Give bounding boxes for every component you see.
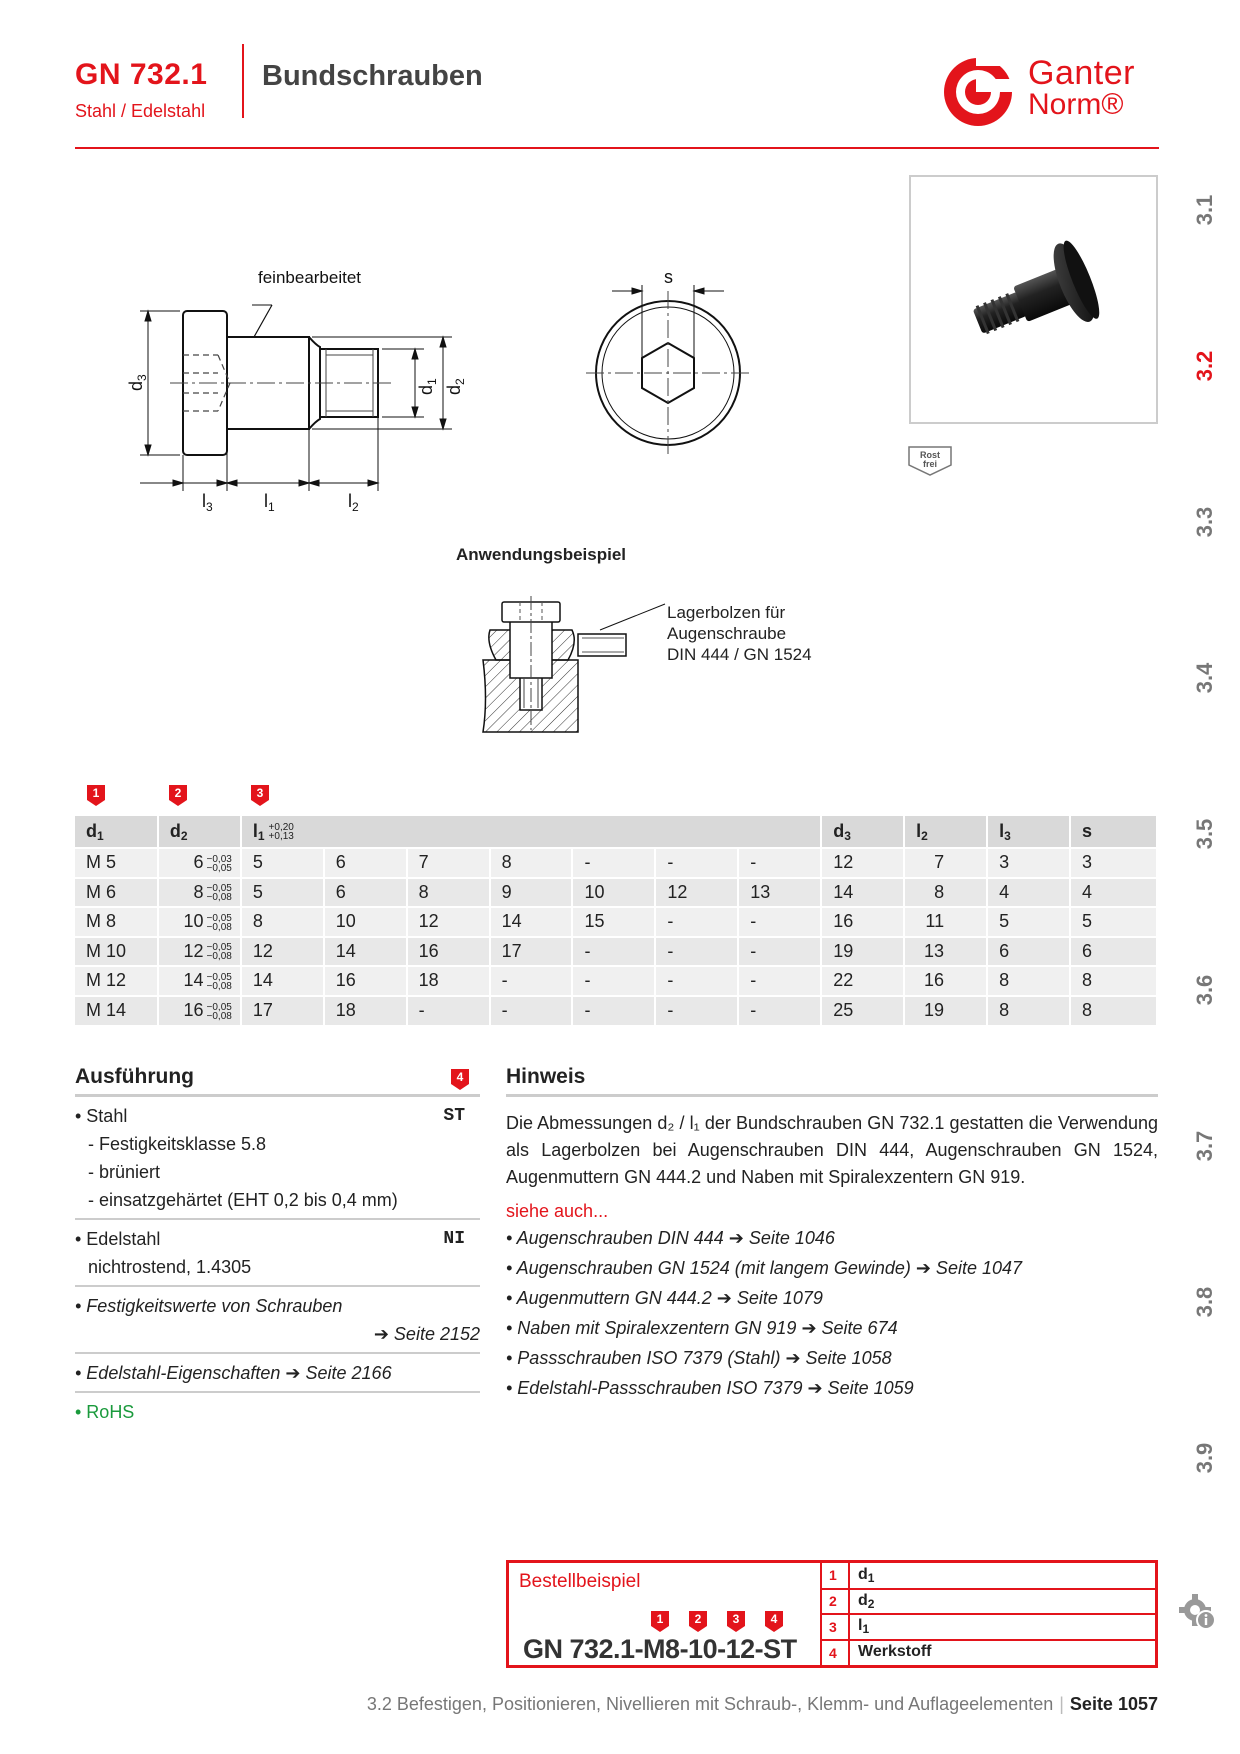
cell-l1: - [738,907,821,937]
col-d3: $d_3$ [821,816,904,848]
cell-l1: - [490,996,573,1026]
cell-d3: 16 [821,907,904,937]
link-festigkeitswerte[interactable]: • Festigkeitswerte von Schrauben ➔ Seite 2152 [75,1287,480,1354]
cell-l1: 12 [407,907,490,937]
cell-d2: 14 −0,05 −0,08 [158,966,241,996]
cell-l1: - [490,966,573,996]
dim-s: s [664,267,673,287]
cell-d1: M 8 [75,907,158,937]
material-steel: • Stahl ST - Festigkeitsklasse 5.8 - brüniert - einsatzgehärtet (EHT 0,2 bis 0,4 mm) [75,1097,480,1220]
cell-l1: 18 [407,966,490,996]
stainless-code: NI [443,1229,465,1249]
cell-d2: 8 −0,05 −0,08 [158,878,241,908]
steel-code: ST [443,1106,465,1126]
legend-row: 2 $d_2$ [821,1589,1158,1615]
table-row [75,848,1157,878]
cell-l1: - [655,907,738,937]
cell-l1: 17 [490,937,573,967]
cell-d2: 12 −0,05 −0,08 [158,937,241,967]
header-divider [242,44,244,118]
cell-d1: M 10 [75,937,158,967]
cell-d1: M 6 [75,878,158,908]
badge-2: 2 [169,785,187,806]
table-row [75,937,1157,967]
order-badge-4: 4 [765,1611,783,1632]
logo-name: Ganter [1028,54,1135,92]
ausfuehrung-section [75,1063,480,1430]
product-code: GN 732.1 [75,58,208,91]
table-header-row [75,816,1157,848]
technical-drawing [126,255,750,515]
legend-row: 4 Werkstoff [821,1640,1158,1666]
see-also-link[interactable]: • Augenschrauben GN 1524 (mit langem Gewinde) ➔ Seite 1047 [506,1258,1023,1278]
cell-l1: - [572,966,655,996]
ganter-logo-icon [938,52,1018,132]
application-example-label: Lagerbolzen für Augenschraube DIN 444 / GN 1524 [667,603,812,664]
col-l1: $l_1+0,20$ +0,13 [241,816,821,848]
cell-l1: - [738,937,821,967]
hinweis-title: Hinweis [506,1063,1158,1097]
cell-d3: 12 [821,848,904,878]
dim-l1: $l_1$ [264,491,275,514]
cell-l1: - [738,966,821,996]
table-row [75,996,1157,1026]
cell-d3: 14 [821,878,904,908]
page-number: Seite 1057 [1069,1694,1158,1714]
cell-l1: - [655,937,738,967]
cell-l1: - [655,996,738,1026]
cell-l1: 5 [241,848,324,878]
section-tab-3-4[interactable]: 3.4 [1192,662,1217,694]
page-footer: 3.2 Befestigen, Positionieren, Nivellieren mit Schraub-, Klemm- und Auflageelementen | Seite 1057 [366,1694,1158,1714]
cell-l1: - [738,996,821,1026]
section-tab-3-6[interactable]: 3.6 [1192,974,1217,1006]
see-also-link[interactable]: • Augenschrauben DIN 444 ➔ Seite 1046 [506,1228,835,1248]
cell-d3: 22 [821,966,904,996]
cell-s: 8 [1070,966,1157,996]
cell-d1: M 14 [75,996,158,1026]
link-edelstahl-eigenschaften[interactable]: • Edelstahl-Eigenschaften ➔ Seite 2166 [75,1354,480,1393]
table-row [75,878,1157,908]
section-tab-3-8[interactable]: 3.8 [1192,1286,1217,1318]
header-rule [75,147,1159,149]
order-badge-3: 3 [727,1611,745,1632]
cell-l1: 12 [241,937,324,967]
cell-l1: 17 [241,996,324,1026]
col-l2: $l_2$ [904,816,987,848]
see-also-link[interactable]: • Passschrauben ISO 7379 (Stahl) ➔ Seite 1058 [506,1348,892,1368]
cell-d1: M 5 [75,848,158,878]
material-stainless: • Edelstahl NI nichtrostend, 1.4305 [75,1220,480,1287]
svg-text:Rost: Rost [920,450,940,460]
see-also-link[interactable]: • Edelstahl-Passschrauben ISO 7379 ➔ Seite 1059 [506,1378,914,1398]
cell-l1: 10 [324,907,407,937]
see-also-list [506,1223,1158,1403]
cell-l1: 12 [655,878,738,908]
cell-l1: - [572,996,655,1026]
cell-l3: 8 [987,966,1070,996]
rostfrei-badge [907,443,955,477]
cell-l1: - [655,966,738,996]
cell-d3: 25 [821,996,904,1026]
dim-d1: $d_1$ [416,378,439,395]
order-code: GN 732.1-M8-10-12-ST [523,1634,797,1664]
cell-l3: 4 [987,878,1070,908]
footer-text: 3.2 Befestigen, Positionieren, Nivellieren mit Schraub-, Klemm- und Auflageelementen [366,1694,1054,1714]
cell-l1: 7 [407,848,490,878]
cell-l3: 6 [987,937,1070,967]
cell-l1: - [407,996,490,1026]
product-material: Stahl / Edelstahl [75,101,206,121]
cell-l1: 15 [572,907,655,937]
cell-l1: 10 [572,878,655,908]
dim-l3: $l_3$ [202,491,213,514]
product-photo [909,175,1158,424]
ausfuehrung-title: Ausführung [75,1063,480,1097]
hinweis-text: Die Abmessungen d₂ / l₁ der Bundschrauben GN 732.1 gestatten die Verwendung als Lagerbolzen bei Augenschrauben DIN 444, Augenschrauben GN 1524, Augenmuttern GN 444.2 und Naben mit Spiralexzentern GN 919. [506,1113,1158,1187]
cell-l2: 16 [904,966,987,996]
cell-d2: 6 −0,03 −0,05 [158,848,241,878]
section-tab-3-3[interactable]: 3.3 [1192,506,1217,538]
cell-l1: - [655,848,738,878]
order-example-title: Bestellbeispiel [519,1571,641,1592]
cell-d3: 19 [821,937,904,967]
col-d2: $d_2$ [158,816,241,848]
label-feinbearbeitet: feinbearbeitet [258,268,362,287]
badge-4: 4 [451,1069,469,1090]
page-title: Bundschrauben [262,60,483,92]
cell-l1: 5 [241,878,324,908]
ganter-norm-logo [938,52,1178,132]
cell-l1: - [572,848,655,878]
col-l3: $l_3$ [987,816,1070,848]
col-d1: $d_1$ [75,816,158,848]
order-legend [820,1563,1158,1665]
cell-s: 6 [1070,937,1157,967]
dimension-table [75,816,1158,1025]
legend-row: 1 $d_1$ [821,1563,1158,1589]
cell-l1: 8 [241,907,324,937]
order-badges [651,1611,791,1633]
cell-l2: 11 [904,907,987,937]
cell-l3: 3 [987,848,1070,878]
cell-l1: 9 [490,878,573,908]
application-example-title: Anwendungsbeispiel [456,545,627,564]
cell-d2: 10 −0,05 −0,08 [158,907,241,937]
section-tab-3-2[interactable]: 3.2 [1192,350,1217,382]
cell-l1: - [572,937,655,967]
logo-norm: Norm® [1028,88,1124,121]
table-row [75,966,1157,996]
cell-l2: 13 [904,937,987,967]
gear-info-icon[interactable] [1179,1592,1217,1630]
cell-d2: 16 −0,05 −0,08 [158,996,241,1026]
svg-text:frei: frei [922,459,938,469]
cell-l1: - [738,848,821,878]
cell-l3: 8 [987,996,1070,1026]
cell-l1: 14 [490,907,573,937]
cell-l2: 19 [904,996,987,1026]
cell-l1: 6 [324,878,407,908]
section-tab-3-1[interactable]: 3.1 [1192,194,1217,226]
cell-l1: 16 [407,937,490,967]
cell-l1: 14 [241,966,324,996]
cell-l1: 8 [407,878,490,908]
hinweis-section [506,1063,1158,1403]
cell-s: 3 [1070,848,1157,878]
section-tab-3-7[interactable]: 3.7 [1192,1130,1217,1162]
cell-l2: 8 [904,878,987,908]
cell-l3: 5 [987,907,1070,937]
see-also-label: siehe auch... [506,1201,609,1221]
col-s: s [1070,816,1157,848]
section-tab-3-9[interactable]: 3.9 [1192,1442,1217,1474]
order-badge-1: 1 [651,1611,669,1632]
section-tab-3-5[interactable]: 3.5 [1192,818,1217,850]
cell-s: 8 [1070,996,1157,1026]
cell-d1: M 12 [75,966,158,996]
see-also-link[interactable]: • Naben mit Spiralexzentern GN 919 ➔ Seite 674 [506,1318,898,1338]
cell-l1: 6 [324,848,407,878]
rohs-label: • RoHS [75,1402,135,1422]
cell-l1: 8 [490,848,573,878]
cell-l1: 13 [738,878,821,908]
dim-d3: $d_3$ [126,374,149,391]
badge-3: 3 [251,785,269,806]
cell-l1: 16 [324,966,407,996]
table-row [75,907,1157,937]
cell-s: 5 [1070,907,1157,937]
order-badge-2: 2 [689,1611,707,1632]
dim-l2: $l_2$ [348,491,359,514]
badge-1: 1 [87,785,105,806]
cell-l2: 7 [904,848,987,878]
cell-l1: 18 [324,996,407,1026]
order-example-box [506,1560,1158,1668]
dim-d2: $d_2$ [444,378,467,395]
see-also-link[interactable]: • Augenmuttern GN 444.2 ➔ Seite 1079 [506,1288,823,1308]
legend-row: 3 $l_1$ [821,1614,1158,1640]
cell-l1: 14 [324,937,407,967]
cell-s: 4 [1070,878,1157,908]
